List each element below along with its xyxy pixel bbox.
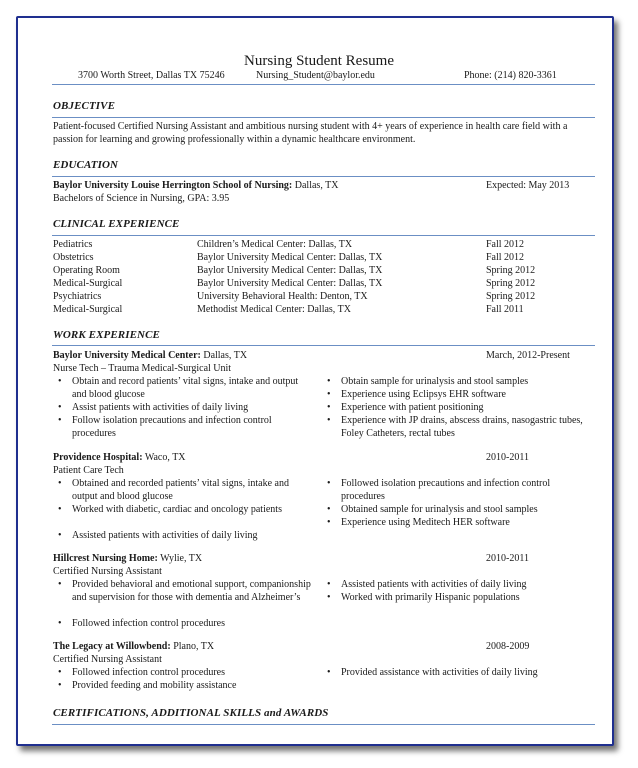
clinical-term: Spring 2012	[486, 265, 536, 276]
bullet-dot: •	[58, 415, 62, 426]
job-dates: 2010-2011	[486, 452, 529, 463]
clinical-site: Children’s Medical Center: Dallas, TX	[197, 239, 353, 250]
bullet-dot: •	[327, 504, 331, 515]
bullet-dot: •	[58, 667, 62, 678]
job-dates: 2010-2011	[486, 553, 529, 564]
education-school: Baylor University Louise Herrington School of Nursing:	[53, 180, 293, 191]
bullet-text: Follow isolation precautions and infection control procedures	[72, 415, 272, 439]
clinical-term: Spring 2012	[486, 291, 536, 302]
education-expected: Expected: May 2013	[486, 180, 570, 191]
clinical-term: Spring 2012	[486, 278, 536, 289]
bullet-item	[58, 578, 312, 604]
bullet-item	[327, 375, 595, 388]
bullet-dot: •	[327, 415, 331, 426]
bullet-item	[327, 401, 595, 414]
clinical-site: Methodist Medical Center: Dallas, TX	[197, 304, 351, 315]
bullet-text: Followed isolation precautions and infection control procedures	[341, 478, 551, 502]
work-heading: WORK EXPERIENCE	[53, 329, 160, 341]
education-degree: Bachelors of Science in Nursing, GPA: 3.95	[53, 193, 230, 204]
clinical-area: Obstetrics	[53, 252, 94, 263]
clinical-term: Fall 2012	[486, 239, 525, 250]
clinical-term: Fall 2011	[486, 304, 524, 315]
objective-heading: OBJECTIVE	[53, 100, 116, 112]
bullet-dot: •	[58, 680, 62, 691]
email: Nursing_Student@baylor.edu	[256, 70, 375, 81]
bullet-text: Experience using Meditech HER software	[341, 517, 510, 528]
certifications-heading: CERTIFICATIONS, ADDITIONAL SKILLS and AWARDS	[53, 707, 329, 719]
bullet-dot: •	[58, 478, 62, 489]
job-employer: Providence Hospital:	[53, 452, 143, 463]
header-rule	[52, 84, 595, 85]
clinical-site: Baylor University Medical Center: Dallas, TX	[197, 252, 383, 263]
bullet-dot: •	[58, 504, 62, 515]
bullet-dot: •	[58, 579, 62, 590]
bullet-dot: •	[327, 478, 331, 489]
education-school-line	[53, 179, 338, 192]
education-location: Dallas, TX	[294, 180, 339, 191]
bullet-text: Followed infection control procedures	[72, 618, 226, 629]
bullet-text: Obtained and recorded patients’ vital signs, intake and output and blood glucose	[72, 478, 289, 502]
bullet-item	[58, 617, 312, 630]
bullet-text: Provided assistance with activities of daily living	[341, 667, 538, 678]
bullet-item	[58, 401, 312, 414]
job-role: Patient Care Tech	[53, 465, 124, 476]
bullet-text: Experience using Eclipsys EHR software	[341, 389, 506, 400]
bullet-item	[327, 666, 595, 679]
bullet-item	[327, 414, 595, 440]
clinical-area: Psychiatrics	[53, 291, 102, 302]
objective-rule	[52, 117, 595, 118]
bullet-dot: •	[58, 530, 62, 541]
clinical-site: Baylor University Medical Center: Dallas, TX	[197, 265, 383, 276]
bullet-dot: •	[327, 402, 331, 413]
clinical-term: Fall 2012	[486, 252, 525, 263]
bullet-dot: •	[327, 376, 331, 387]
bullet-dot: •	[58, 618, 62, 629]
job-location: Dallas, TX	[203, 350, 248, 361]
clinical-rule	[52, 235, 595, 236]
phone: Phone: (214) 820-3361	[464, 70, 557, 81]
clinical-site: Baylor University Medical Center: Dallas, TX	[197, 278, 383, 289]
clinical-area: Medical-Surgical	[53, 304, 123, 315]
job-role: Nurse Tech – Trauma Medical-Surgical Unit	[53, 363, 232, 374]
education-heading: EDUCATION	[53, 159, 119, 171]
bullet-item	[327, 503, 595, 516]
clinical-area: Pediatrics	[53, 239, 93, 250]
bullet-item	[58, 477, 312, 503]
job-dates: 2008-2009	[486, 641, 530, 652]
bullet-item	[327, 388, 595, 401]
bullet-dot: •	[327, 579, 331, 590]
bullet-text: Assist patients with activities of daily living	[72, 402, 249, 413]
bullet-dot: •	[58, 376, 62, 387]
bullet-dot: •	[327, 667, 331, 678]
bullet-text: Obtain sample for urinalysis and stool samples	[341, 376, 529, 387]
bullet-item	[58, 503, 312, 516]
bullet-item	[327, 591, 595, 604]
bullet-text: Worked with diabetic, cardiac and oncology patients	[72, 504, 282, 515]
address: 3700 Worth Street, Dallas TX 75246	[78, 70, 225, 81]
bullet-item	[58, 529, 312, 542]
job-employer-line	[53, 349, 247, 362]
clinical-site: University Behavioral Health: Denton, TX	[197, 291, 368, 302]
bullet-text: Experience with JP drains, abscess drains, nasogastric tubes, Foley Catheters, rectal tubes	[341, 415, 583, 439]
objective-text: Patient-focused Certified Nursing Assistant and ambitious nursing student with 4+ years of experience in health care field with a passion for learning and growing professionally within a dynamic healthcare environment.	[53, 121, 568, 145]
job-role: Certified Nursing Assistant	[53, 566, 162, 577]
certifications-rule	[52, 724, 595, 725]
bullet-item	[58, 375, 312, 401]
bullet-item	[327, 516, 595, 529]
job-location: Plano, TX	[173, 641, 215, 652]
job-employer: Hillcrest Nursing Home:	[53, 553, 158, 564]
bullet-item	[58, 679, 312, 692]
bullet-text: Worked with primarily Hispanic populations	[341, 592, 520, 603]
bullet-item	[58, 414, 312, 440]
bullet-text: Provided feeding and mobility assistance	[72, 680, 237, 691]
bullet-text: Assisted patients with activities of daily living	[341, 579, 527, 590]
page-title: Nursing Student Resume	[244, 53, 394, 69]
bullet-text: Experience with patient positioning	[341, 402, 484, 413]
bullet-text: Assisted patients with activities of daily living	[72, 530, 258, 541]
bullet-text: Followed infection control procedures	[72, 667, 226, 678]
job-employer: Baylor University Medical Center:	[53, 350, 201, 361]
bullet-text: Obtained sample for urinalysis and stool samples	[341, 504, 538, 515]
bullet-text: Obtain and record patients’ vital signs, intake and output and blood glucose	[72, 376, 299, 400]
clinical-heading: CLINICAL EXPERIENCE	[53, 218, 180, 230]
bullet-item	[327, 477, 595, 503]
job-employer: The Legacy at Willowbend:	[53, 641, 171, 652]
education-rule	[52, 176, 595, 177]
bullet-dot: •	[327, 592, 331, 603]
job-location: Waco, TX	[144, 452, 186, 463]
clinical-area: Medical-Surgical	[53, 278, 123, 289]
bullet-item	[58, 666, 312, 679]
bullet-dot: •	[58, 402, 62, 413]
job-dates: March, 2012-Present	[486, 350, 570, 361]
job-location: Wylie, TX	[160, 553, 203, 564]
job-role: Certified Nursing Assistant	[53, 654, 162, 665]
work-rule	[52, 345, 595, 346]
bullet-dot: •	[327, 517, 331, 528]
bullet-text: Provided behavioral and emotional support, companionship and supervision for those with dementia and Alzheimer’s	[72, 579, 311, 603]
clinical-area: Operating Room	[53, 265, 120, 276]
job-employer-line	[53, 640, 214, 653]
bullet-item	[327, 578, 595, 591]
job-employer-line	[53, 552, 202, 565]
bullet-dot: •	[327, 389, 331, 400]
job-employer-line	[53, 451, 186, 464]
